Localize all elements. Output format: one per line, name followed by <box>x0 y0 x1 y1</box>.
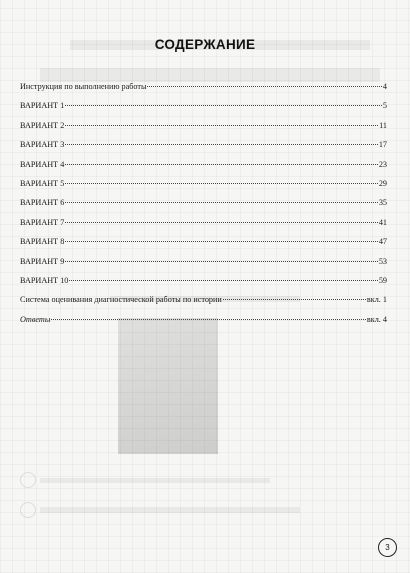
toc-entry <box>20 295 387 314</box>
toc-entry-title: ВАРИАНТ 5 <box>20 178 65 188</box>
toc-entry <box>20 140 387 159</box>
page-title: СОДЕРЖАНИЕ <box>154 37 256 52</box>
toc-entry-title: Ответы <box>20 314 51 324</box>
toc-entry <box>20 121 387 140</box>
show-through-marker <box>20 472 36 488</box>
show-through-marker <box>20 502 36 518</box>
toc-entry <box>20 179 387 198</box>
toc-entry <box>20 101 387 120</box>
toc-entry <box>20 198 387 217</box>
toc-entry-page: вкл. 1 <box>366 295 387 305</box>
toc-dot-leader <box>51 319 366 320</box>
toc-entry <box>20 82 387 101</box>
toc-entry <box>20 160 387 179</box>
toc-dot-leader <box>65 164 378 165</box>
toc-entry-title: ВАРИАНТ 7 <box>20 217 65 227</box>
toc-dot-leader <box>65 222 378 223</box>
toc-dot-leader <box>147 86 381 87</box>
toc-entry-page: 35 <box>378 198 387 208</box>
toc-entry-page: вкл. 4 <box>366 314 387 324</box>
toc-dot-leader <box>69 280 377 281</box>
toc-dot-leader <box>65 144 378 145</box>
toc-entry-title: ВАРИАНТ 10 <box>20 275 69 285</box>
toc-entry <box>20 315 387 334</box>
toc-entry-page: 47 <box>378 237 387 247</box>
toc-entry-page: 5 <box>382 101 387 111</box>
page-number-badge <box>378 538 397 557</box>
toc-entry-title: ВАРИАНТ 9 <box>20 256 65 266</box>
toc-dot-leader <box>65 241 378 242</box>
toc-entry-page: 17 <box>378 140 387 150</box>
toc-entry-title: ВАРИАНТ 1 <box>20 101 65 111</box>
toc-entry-page: 59 <box>378 275 387 285</box>
toc-dot-leader <box>223 299 366 300</box>
toc-entry-title: Система оценивания диагностической работы по истории <box>20 295 222 305</box>
toc-entry-page: 53 <box>378 256 387 266</box>
toc-entry-title: ВАРИАНТ 3 <box>20 140 65 150</box>
toc-entry-title: ВАРИАНТ 8 <box>20 237 65 247</box>
toc-entry-title: ВАРИАНТ 6 <box>20 198 65 208</box>
toc-entry-title: Инструкция по выполнению работы <box>20 82 147 91</box>
page-number: 3 <box>385 543 390 552</box>
toc-entry-title: ВАРИАНТ 4 <box>20 159 65 169</box>
show-through-photo <box>118 318 218 454</box>
toc-entry <box>20 237 387 256</box>
toc-entry-title: ВАРИАНТ 2 <box>20 120 65 130</box>
toc-entry-page: 23 <box>378 159 387 169</box>
toc-dot-leader <box>65 261 378 262</box>
toc-entry <box>20 276 387 295</box>
toc-dot-leader <box>65 183 378 184</box>
show-through-line <box>40 478 270 483</box>
toc-entry-page: 41 <box>378 217 387 227</box>
show-through-line <box>40 507 300 513</box>
toc-entry-page: 29 <box>378 178 387 188</box>
toc-dot-leader <box>65 125 378 126</box>
table-of-contents <box>20 82 387 334</box>
toc-entry <box>20 257 387 276</box>
toc-entry <box>20 218 387 237</box>
toc-dot-leader <box>65 202 378 203</box>
toc-entry-page: 11 <box>379 120 387 130</box>
show-through-text <box>40 68 380 82</box>
toc-entry-page: 4 <box>382 82 387 91</box>
toc-dot-leader <box>65 105 382 106</box>
